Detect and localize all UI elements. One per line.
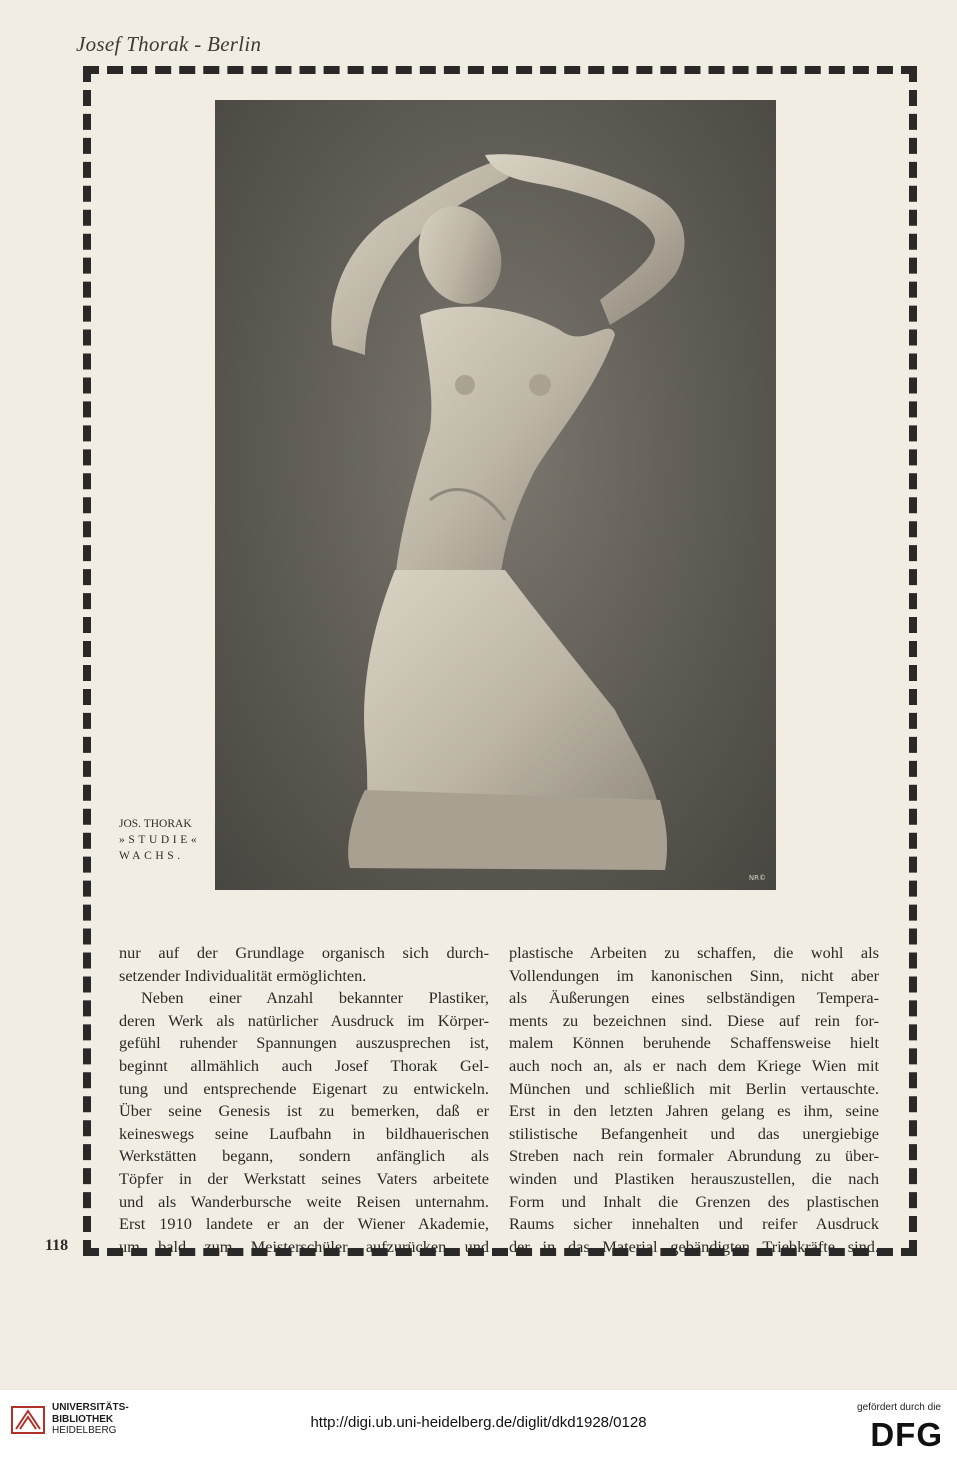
text-line: setzender Individualität ermöglichten. <box>119 965 367 985</box>
text-line: keineswegs seine Laufbahn in bildhauerischen <box>119 1123 489 1143</box>
text-line: als Äußerungen eines selbständigen Tempera- <box>509 988 879 1008</box>
text-line: gefühl ruhender Spannungen auszusprechen ist, <box>119 1033 489 1053</box>
text-line: Raums sicher innehalten und reifer Ausdruck <box>509 1214 879 1234</box>
caption-artist: JOS. THORAK <box>119 818 192 830</box>
dfg-logo[interactable]: DFG <box>870 1416 943 1453</box>
text-line: nur auf der Grundlage organisch sich durch- <box>119 943 489 962</box>
caption-material: WACHS. <box>119 850 184 862</box>
text-line: tung und entsprechende Eigenart zu entwickeln. <box>119 1078 489 1098</box>
caption-title: »STUDIE« <box>119 834 201 846</box>
page-number: 118 <box>45 1237 69 1254</box>
permalink-url[interactable]: http://digi.ub.uni-heidelberg.de/diglit/dkd1928/0128 <box>310 1414 647 1431</box>
sculpture-figure <box>215 100 776 890</box>
text-line: der in das Material gebändigten Triebkräfte sind. <box>509 1236 879 1256</box>
text-line: Über seine Genesis ist zu bemerken, daß er <box>119 1101 489 1121</box>
text-line: deren Werk als natürlicher Ausdruck im Körper- <box>119 1010 489 1030</box>
text-line: Neben einer Anzahl bekannter Plastiker, <box>141 988 489 1008</box>
text-line: Vollendungen im kanonischen Sinn, nicht aber <box>509 965 879 985</box>
text-line: Töpfer in der Werkstatt seines Vaters arbeitete <box>119 1168 489 1188</box>
text-line: Form und Inhalt die Grenzen des plastischen <box>509 1191 879 1211</box>
text-line: um bald zum Meisterschüler aufzurücken und <box>119 1236 489 1256</box>
text-line: Streben nach rein formaler Abrundung zu über- <box>509 1146 879 1166</box>
text-line: Erst 1910 landete er an der Wiener Akademie, <box>119 1214 489 1234</box>
university-name: UNIVERSITÄTS- BIBLIOTHEK HEIDELBERG <box>52 1402 129 1436</box>
plate-caption <box>119 816 200 864</box>
text-line: plastische Arbeiten zu schaffen, die wohl als <box>509 943 879 962</box>
left-text-column <box>119 942 489 1258</box>
sculpture-photograph <box>215 100 776 890</box>
text-line: Erst in den letzten Jahren gelang es ihm, seine <box>509 1101 879 1121</box>
text-line: und als Wanderbursche weite Reisen unternahm. <box>119 1191 489 1211</box>
funding-note: gefördert durch die <box>857 1402 941 1413</box>
right-text-column <box>509 942 879 1258</box>
text-line: stilistische Befangenheit und das unergiebige <box>509 1123 879 1143</box>
text-line: malem Können beruhende Schaffensweise hielt <box>509 1033 879 1053</box>
viewer-footer <box>0 1390 957 1460</box>
text-line: Werkstätten begann, sondern anfänglich als <box>119 1146 489 1166</box>
engraver-monogram: NR© <box>748 874 766 882</box>
text-line: auch noch an, als er nach dem Kriege Wien mit <box>509 1055 879 1075</box>
text-line: München und schließlich mit Berlin vertauschte. <box>509 1078 879 1098</box>
text-line: beginnt allmählich auch Josef Thorak Gel- <box>119 1055 489 1075</box>
text-line: ments zu bezeichnen sind. Diese auf rein for- <box>509 1010 879 1030</box>
running-head: Josef Thorak - Berlin <box>76 32 262 56</box>
text-line: winden und Plastiken herauszustellen, die nach <box>509 1168 879 1188</box>
